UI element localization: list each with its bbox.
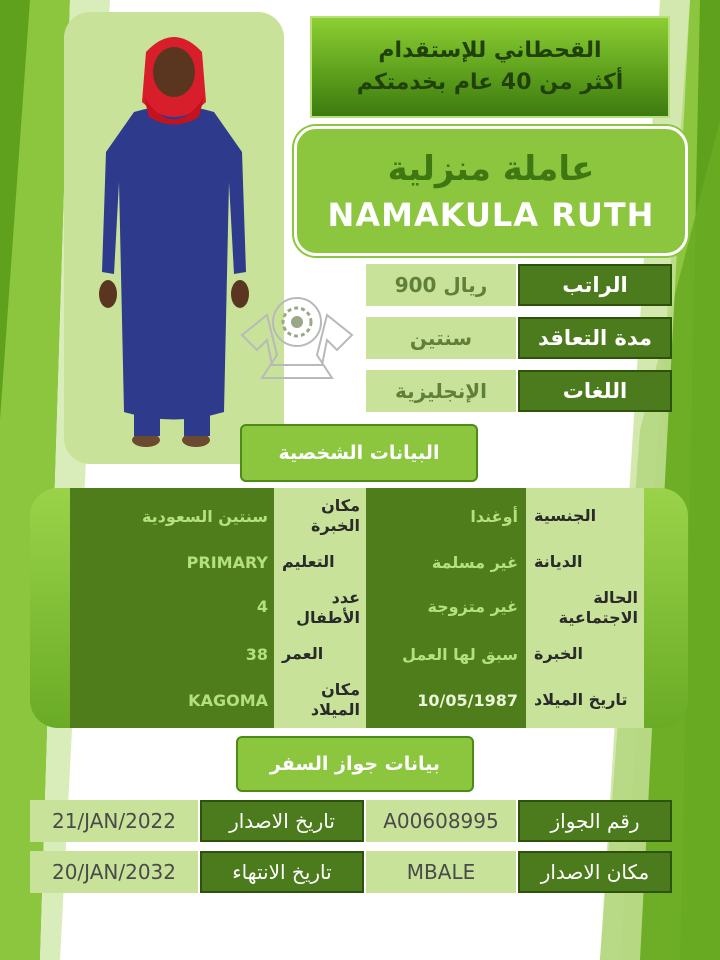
age-value: 38 <box>245 644 268 664</box>
worker-title-box <box>294 126 688 256</box>
nationality-label: الجنسية <box>534 506 597 525</box>
birth-date-value: 10/05/1987 <box>417 690 518 710</box>
religion-label: الديانة <box>534 552 583 571</box>
passport-data-header: بيانات جواز السفر <box>236 736 474 792</box>
nationality-value: أوغندا <box>470 506 518 526</box>
issue-place-label: مكان الاصدار <box>518 851 672 893</box>
worker-name: NAMAKULA RUTH <box>327 196 655 234</box>
expiry-date-label: تاريخ الانتهاء <box>200 851 364 893</box>
personal-data-panel <box>30 488 688 728</box>
company-slogan: أكثر من 40 عام بخدمتكم <box>356 70 624 95</box>
age-label: العمر <box>282 644 324 663</box>
contract-duration-value: سنتين <box>366 317 516 359</box>
passport-number-label: رقم الجواز <box>518 800 672 842</box>
salary-value: 900 ريال <box>366 264 516 306</box>
religion-value: غير مسلمة <box>431 552 518 572</box>
personal-data-header: البيانات الشخصية <box>240 424 478 482</box>
company-name: القحطاني للإستقدام <box>378 38 602 63</box>
expiry-date-value: 20/JAN/2032 <box>30 851 198 893</box>
birth-place-label: مكان الميلاد <box>310 680 360 719</box>
job-title: عاملة منزلية <box>387 149 595 189</box>
education-value: PRIMARY <box>186 552 268 572</box>
contract-duration-label: مدة التعاقد <box>518 317 672 359</box>
experience-label: الخبرة <box>534 644 583 663</box>
education-label: التعليم <box>282 552 335 571</box>
worker-photo <box>64 12 284 464</box>
issue-place-value: MBALE <box>366 851 516 893</box>
issue-date-label: تاريخ الاصدار <box>200 800 364 842</box>
worker-photo-panel <box>64 12 284 464</box>
languages-label: اللغات <box>518 370 672 412</box>
passport-number-value: A00608995 <box>366 800 516 842</box>
experience-value: سبق لها العمل <box>402 644 518 664</box>
marital-status-label: الحالة الاجتماعية <box>558 588 638 627</box>
company-logo <box>232 280 362 380</box>
languages-value: الإنجليزية <box>366 370 516 412</box>
issue-date-value: 21/JAN/2022 <box>30 800 198 842</box>
salary-label: الراتب <box>518 264 672 306</box>
marital-status-value: غير متزوجة <box>427 596 518 616</box>
experience-place-value: سنتين السعودية <box>141 506 268 526</box>
experience-place-label: مكان الخبرة <box>311 496 360 535</box>
children-count-value: 4 <box>256 596 268 616</box>
children-count-label: عدد الأطفال <box>296 588 360 627</box>
birth-date-label: تاريخ الميلاد <box>534 690 628 709</box>
birth-place-value: KAGOMA <box>188 690 268 710</box>
company-banner <box>310 16 670 118</box>
